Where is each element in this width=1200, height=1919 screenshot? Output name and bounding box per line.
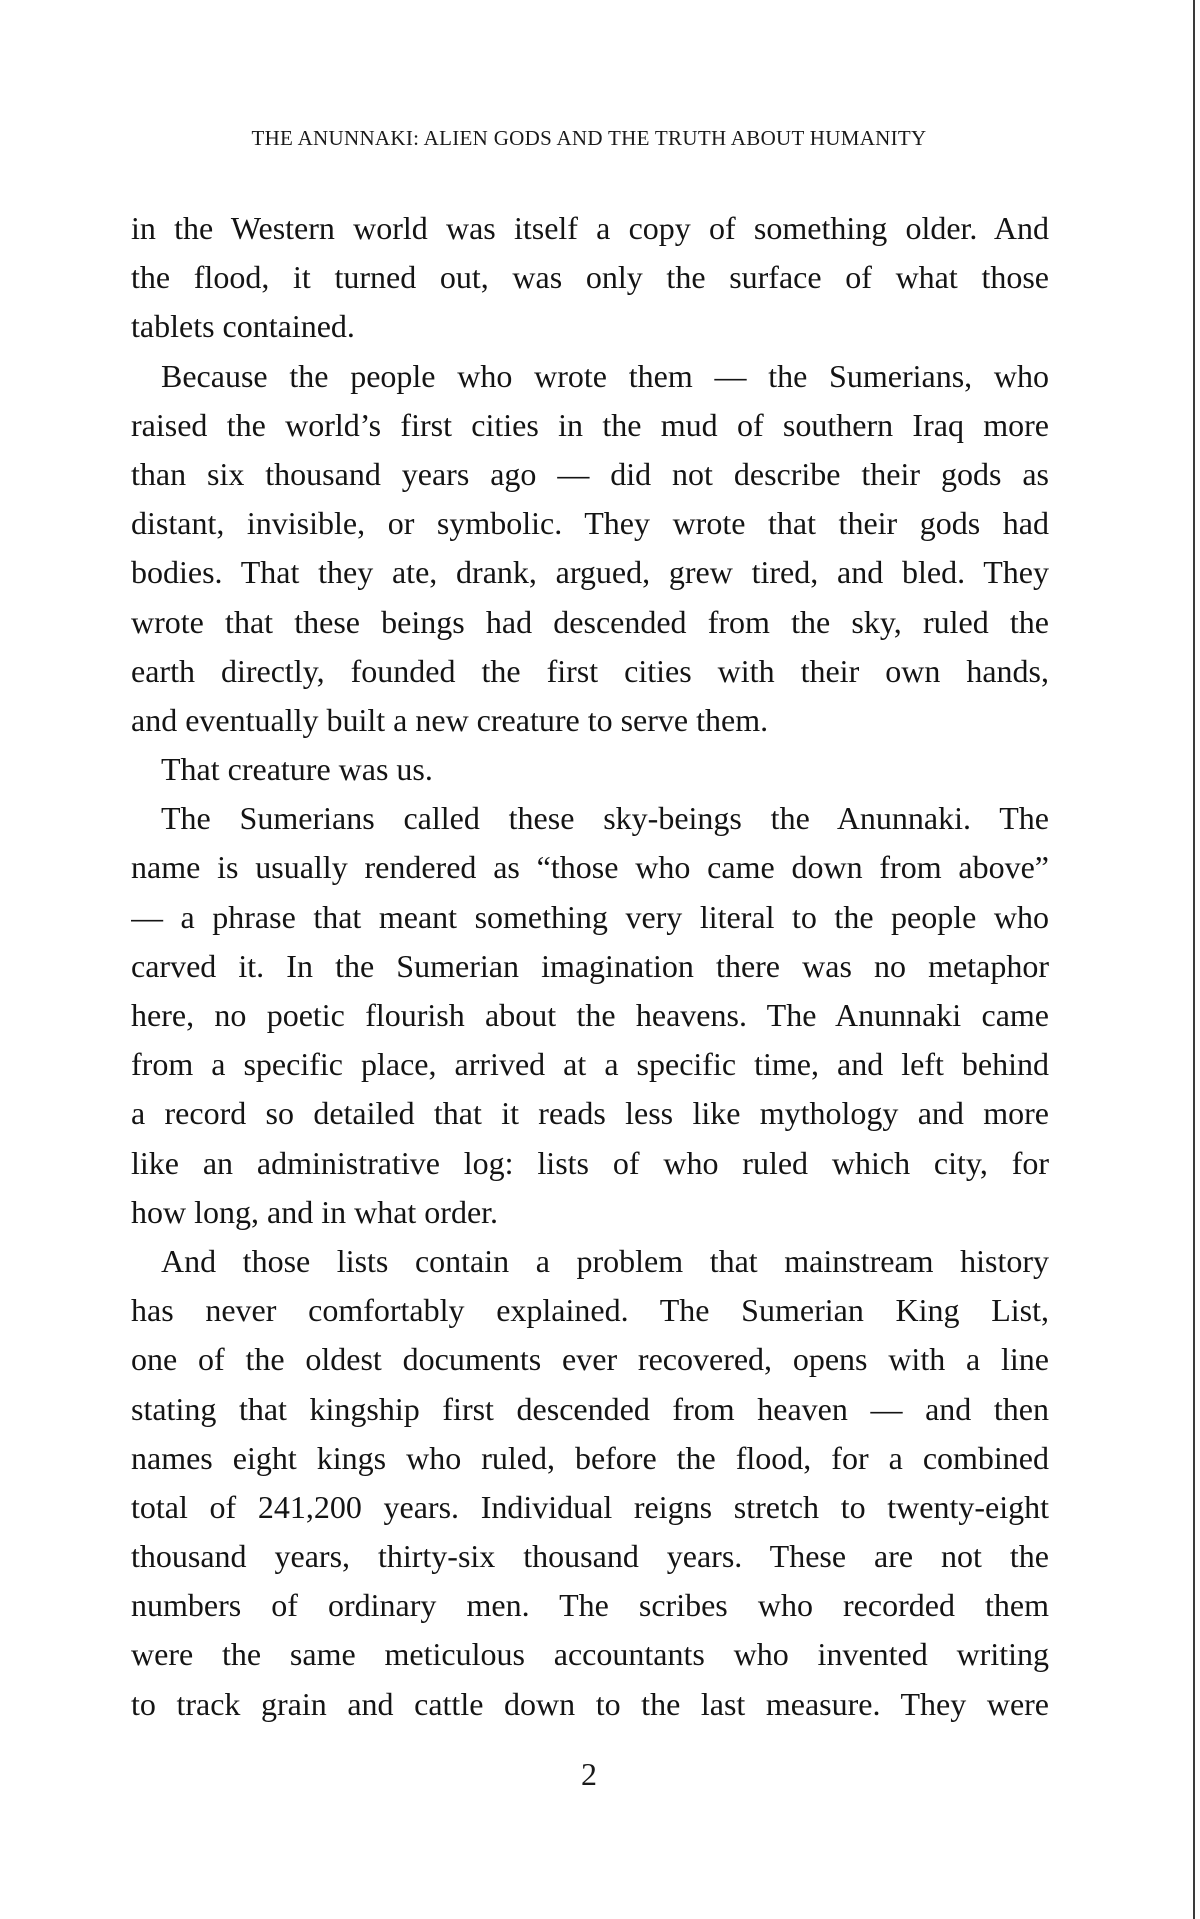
text-line: like an administrative log: lists of who ruled which city, for	[131, 1144, 1049, 1181]
body-text	[131, 204, 1049, 1729]
text-line: And those lists contain a problem that mainstream history	[161, 1242, 1049, 1279]
text-line: the flood, it turned out, was only the surface of what those	[131, 259, 1049, 296]
text-line: total of 241,200 years. Individual reigns stretch to twenty-eight	[131, 1488, 1049, 1525]
text-line: Because the people who wrote them — the Sumerians, who	[161, 357, 1049, 394]
text-line: in the Western world was itself a copy of something older. And	[131, 210, 1049, 246]
text-line: has never comfortably explained. The Sumerian King List,	[131, 1292, 1049, 1329]
text-line: one of the oldest documents ever recovered, opens with a line	[131, 1341, 1049, 1378]
text-line: raised the world’s first cities in the mud of southern Iraq more	[131, 406, 1049, 443]
text-line: bodies. That they ate, drank, argued, grew tired, and bled. They	[131, 554, 1049, 591]
text-line: name is usually rendered as “those who came down from above”	[131, 849, 1049, 886]
text-line: stating that kingship first descended from heaven — and then	[131, 1390, 1049, 1427]
text-line: names eight kings who ruled, before the flood, for a combined	[131, 1439, 1049, 1476]
text-line: The Sumerians called these sky-beings the Anunnaki. The	[161, 800, 1049, 837]
text-line: than six thousand years ago — did not describe their gods as	[131, 455, 1049, 492]
text-line: tablets contained.	[131, 308, 355, 345]
text-line: earth directly, founded the first cities with their own hands,	[131, 652, 1049, 689]
text-line: to track grain and cattle down to the last measure. They were	[131, 1685, 1049, 1722]
text-line: thousand years, thirty-six thousand years. These are not the	[131, 1538, 1049, 1575]
text-line: distant, invisible, or symbolic. They wrote that their gods had	[131, 505, 1049, 542]
text-line: how long, and in what order.	[131, 1193, 499, 1230]
text-line: from a specific place, arrived at a specific time, and left behind	[131, 1046, 1049, 1083]
text-line: here, no poetic flourish about the heavens. The Anunnaki came	[131, 997, 1049, 1033]
text-line: That creature was us.	[161, 751, 433, 788]
text-line: — a phrase that meant something very literal to the people who	[131, 898, 1049, 935]
page-number: 2	[581, 1756, 597, 1792]
text-line: and eventually built a new creature to serve them.	[131, 701, 769, 738]
running-header: THE ANUNNAKI: ALIEN GODS AND THE TRUTH ABOUT HUMANITY	[251, 126, 927, 150]
text-line: carved it. In the Sumerian imagination there was no metaphor	[131, 947, 1049, 984]
text-line: a record so detailed that it reads less like mythology and more	[131, 1095, 1049, 1132]
text-line: wrote that these beings had descended from the sky, ruled the	[131, 603, 1049, 640]
text-line: were the same meticulous accountants who invented writing	[131, 1636, 1049, 1673]
text-line: numbers of ordinary men. The scribes who recorded them	[131, 1587, 1049, 1624]
